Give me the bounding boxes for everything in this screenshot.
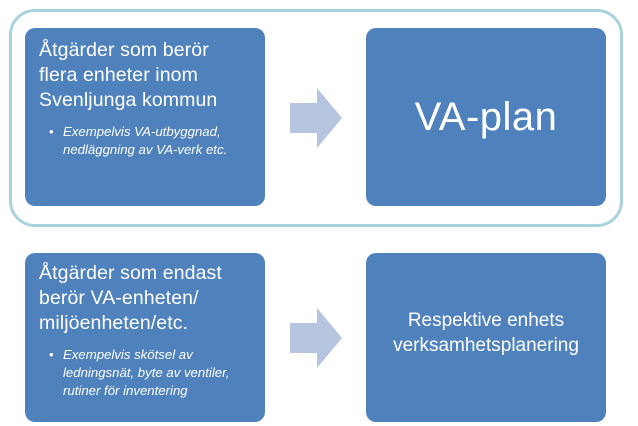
top-left-heading	[39, 38, 255, 113]
bottom-right-box	[366, 253, 606, 422]
heading-line: berör VA-enheten/	[39, 287, 199, 309]
bullet-line: nedläggning av VA-verk etc.	[63, 142, 228, 157]
heading-line: Åtgärder som endast	[39, 262, 222, 284]
bullet-line: ledningsnät, byte av ventiler,	[63, 365, 230, 380]
planning-title	[393, 308, 579, 368]
heading-line: miljöenheten/etc.	[39, 312, 189, 334]
heading-line: Åtgärder som berör	[39, 39, 209, 61]
bullet-icon: •	[49, 124, 54, 139]
bullet-line: rutiner för inventering	[63, 383, 188, 398]
bullet-line: Exempelvis skötsel av	[63, 347, 193, 362]
bullet-item	[51, 346, 255, 400]
heading-line: flera enheter inom	[39, 64, 198, 86]
right-arrow-icon	[290, 88, 342, 148]
bottom-left-heading	[39, 261, 255, 336]
title-line: verksamhetsplanering	[393, 334, 579, 356]
bullet-item	[51, 123, 255, 159]
right-arrow-icon	[290, 308, 342, 368]
bottom-left-box	[25, 253, 265, 422]
bullet-line: Exempelvis VA-utbyggnad,	[63, 124, 221, 139]
heading-line: Svenljunga kommun	[39, 89, 218, 111]
title-line: Respektive enhets	[407, 309, 565, 331]
bottom-left-bullet-list	[39, 346, 255, 400]
top-left-box	[25, 28, 265, 206]
top-right-box	[366, 28, 606, 206]
top-left-bullet-list	[39, 123, 255, 159]
bullet-icon: •	[49, 347, 54, 362]
va-plan-title: VA-plan	[414, 94, 558, 139]
